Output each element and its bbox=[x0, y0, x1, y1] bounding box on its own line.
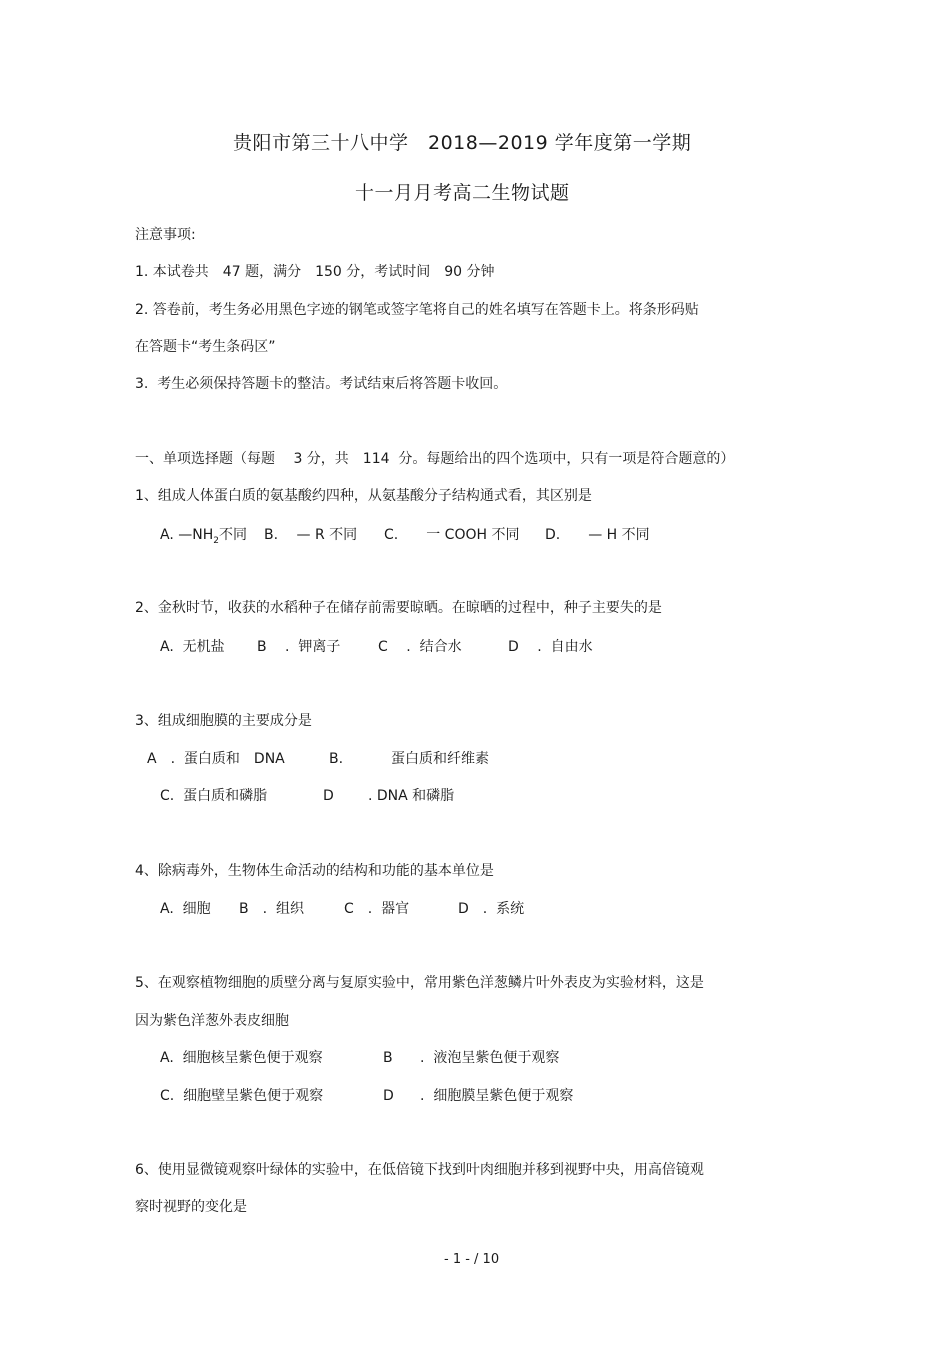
notes-item-2: 2. 答卷前，考生务必用黑色字迹的钢笔或签字笔将自己的姓名填写在答题卡上。将条形码贴 bbox=[135, 302, 699, 318]
notes-heading: 注意事项: bbox=[135, 227, 196, 243]
question-2-option-c: C . 结合水 bbox=[378, 639, 462, 655]
question-1-option-a: A. $—NH_2$不同 bbox=[160, 527, 247, 546]
question-3-stem: 3、组成细胞膜的主要成分是 bbox=[135, 713, 312, 729]
question-3-option-d-letter: D bbox=[323, 788, 334, 804]
question-4-option-d: D . 系统 bbox=[458, 901, 525, 917]
question-5-option-d: . 细胞膜呈紫色便于观察 bbox=[420, 1088, 574, 1104]
question-5-option-a: A. 细胞核呈紫色便于观察 bbox=[160, 1050, 323, 1066]
question-3-option-b-letter: B. bbox=[329, 751, 344, 767]
question-1-stem: 1、组成人体蛋白质的氨基酸约四种，从氨基酸分子结构通式看，其区别是 bbox=[135, 488, 592, 504]
question-2-option-b: B . 钾离子 bbox=[257, 639, 341, 655]
question-5-option-c: C. 细胞壁呈紫色便于观察 bbox=[160, 1088, 324, 1104]
question-2-option-d: D . 自由水 bbox=[508, 639, 593, 655]
notes-item-2-cont: 在答题卡“考生条码区” bbox=[135, 339, 276, 355]
question-1-option-d: D. — H 不同 bbox=[545, 527, 650, 543]
question-4-option-b: B . 组织 bbox=[239, 901, 304, 917]
question-3-option-a: A . 蛋白质和 DNA bbox=[147, 751, 285, 767]
question-5-stem-cont: 因为紫色洋葱外表皮细胞 bbox=[135, 1013, 289, 1029]
question-5-stem: 5、在观察植物细胞的质壁分离与复原实验中，常用紫色洋葱鳞片叶外表皮为实验材料，这是 bbox=[135, 975, 704, 991]
question-6-stem-cont: 察时视野的变化是 bbox=[135, 1199, 247, 1215]
question-3-option-c: C. 蛋白质和磷脂 bbox=[160, 788, 268, 804]
question-1-option-b: B. — R 不同 bbox=[264, 527, 358, 543]
notes-item-1: 1. 本试卷共 47 题，满分 150 分，考试时间 90 分钟 bbox=[135, 264, 495, 280]
question-3-option-d: . DNA 和磷脂 bbox=[368, 788, 455, 804]
question-5-option-b: . 液泡呈紫色便于观察 bbox=[420, 1050, 560, 1066]
page-number: - 1 - / 10 bbox=[444, 1252, 500, 1267]
notes-item-3: 3. 考生必须保持答题卡的整洁。考试结束后将答题卡收回。 bbox=[135, 376, 508, 392]
question-5-option-d-letter: D bbox=[383, 1088, 394, 1104]
question-3-option-b: 蛋白质和纤维素 bbox=[391, 751, 489, 767]
question-2-stem: 2、金秋时节，收获的水稻种子在储存前需要晾晒。在晾晒的过程中，种子主要失的是 bbox=[135, 600, 662, 616]
question-1-option-c: C. 一 COOH 不同 bbox=[384, 527, 520, 543]
question-5-option-b-letter: B bbox=[383, 1050, 393, 1066]
question-4-option-a: A. 细胞 bbox=[160, 901, 211, 917]
question-4-stem: 4、除病毒外，生物体生命活动的结构和功能的基本单位是 bbox=[135, 863, 494, 879]
question-6-stem: 6、使用显微镜观察叶绿体的实验中，在低倍镜下找到叶肉细胞并移到视野中央，用高倍镜观 bbox=[135, 1162, 704, 1178]
question-4-option-c: C . 器官 bbox=[344, 901, 410, 917]
section-heading: 一、单项选择题（每题 3 分，共 114 分。每题给出的四个选项中，只有一项是符合题意的） bbox=[135, 451, 735, 467]
exam-title-line1: 贵阳市第三十八中学 2018—2019 学年度第一学期 bbox=[233, 132, 692, 154]
exam-title-line2: 十一月月考高二生物试题 bbox=[355, 182, 570, 204]
question-2-option-a: A. 无机盐 bbox=[160, 639, 225, 655]
